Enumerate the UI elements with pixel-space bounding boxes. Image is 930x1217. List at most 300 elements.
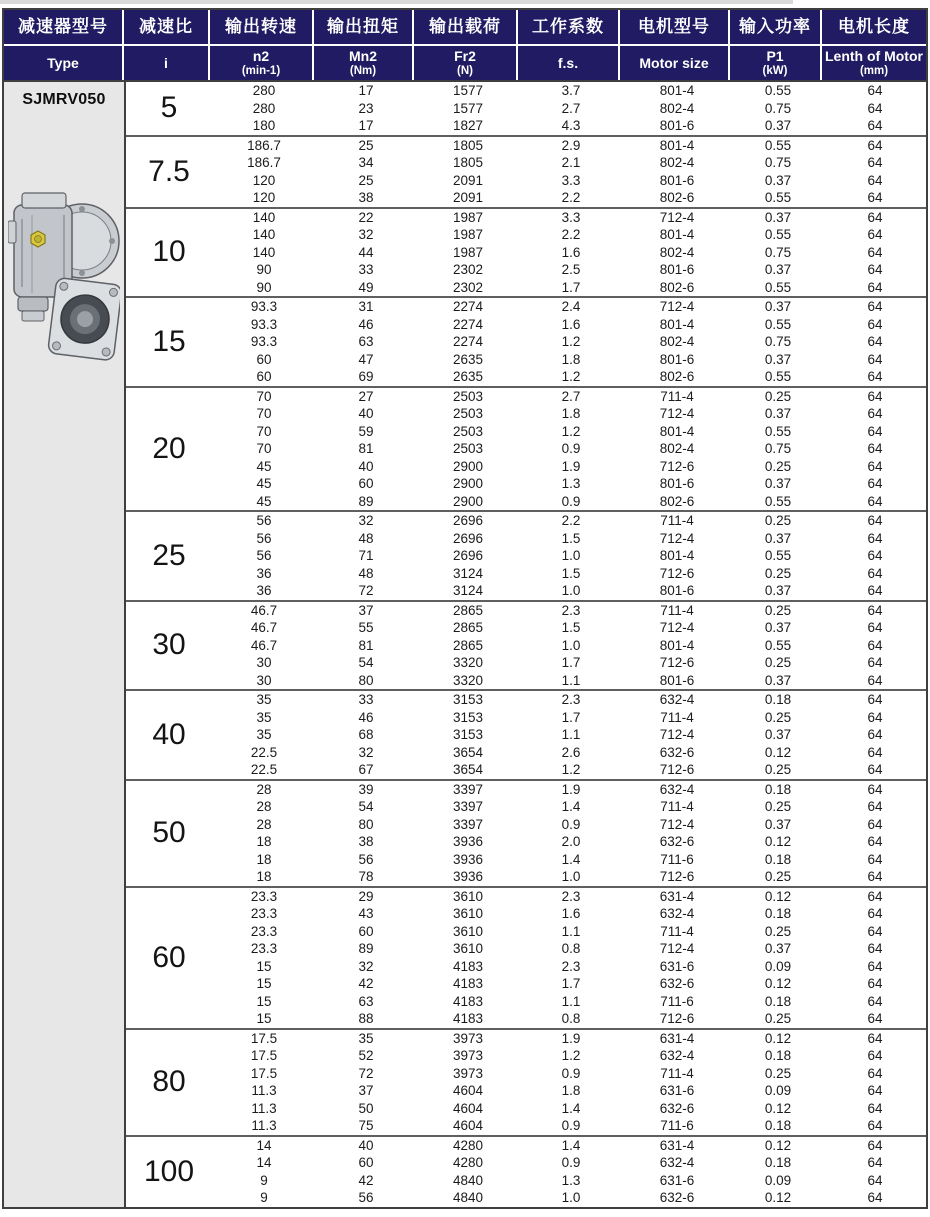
cell-n2: 120 (252, 190, 276, 206)
table-row (212, 958, 926, 976)
ratio-value: 50 (152, 816, 186, 849)
cell-motor-size: 631-6 (659, 1083, 695, 1099)
cell-fr2: 1987 (452, 209, 484, 225)
cell-fr2: 3936 (452, 851, 484, 867)
cell-motor-size: 712-4 (659, 299, 695, 315)
header-en-unit: (N) (457, 64, 473, 77)
cell-mn2: 72 (358, 583, 374, 599)
cell-n2: 90 (256, 262, 272, 278)
cell-motor-length: 64 (867, 530, 883, 546)
group-rows (212, 82, 926, 135)
cell-motor-length: 64 (867, 1172, 883, 1188)
ratio-value: 25 (152, 538, 186, 572)
header-en-unit: (kW) (762, 64, 788, 77)
group-rows (212, 137, 926, 207)
cell-p1: 0.37 (764, 620, 792, 636)
cell-fr2: 3973 (452, 1030, 484, 1046)
cell-n2: 45 (256, 493, 272, 509)
header-zh-6: 工作系数 (518, 10, 620, 46)
table-row (212, 405, 926, 423)
cell-n2: 280 (252, 83, 276, 99)
cell-n2: 28 (256, 816, 272, 832)
cell-fr2: 4280 (452, 1155, 484, 1171)
cell-fs: 0.8 (561, 941, 581, 957)
cell-motor-length: 64 (867, 244, 883, 260)
cell-mn2: 33 (358, 262, 374, 278)
cell-n2: 120 (252, 172, 276, 188)
cell-mn2: 34 (358, 155, 374, 171)
cell-p1: 0.55 (764, 279, 792, 295)
cell-n2: 56 (256, 513, 272, 529)
cell-fr2: 3153 (452, 709, 484, 725)
cell-motor-length: 64 (867, 334, 883, 350)
cell-fr2: 2302 (452, 279, 484, 295)
cell-mn2: 49 (358, 279, 374, 295)
cell-motor-size: 801-4 (659, 227, 695, 243)
cell-p1: 0.18 (764, 692, 792, 708)
cell-motor-size: 632-4 (659, 906, 695, 922)
cell-motor-length: 64 (867, 672, 883, 688)
cell-motor-size: 711-4 (660, 799, 694, 815)
cell-motor-length: 64 (867, 1190, 883, 1206)
cell-fs: 1.4 (561, 799, 581, 815)
cell-motor-length: 64 (867, 1100, 883, 1116)
cell-fs: 1.5 (561, 620, 581, 636)
cell-fr2: 4840 (452, 1172, 484, 1188)
cell-fr2: 3654 (452, 762, 484, 778)
header-en-label: Motor size (639, 54, 709, 71)
cell-motor-length: 64 (867, 1137, 883, 1153)
cell-fr2: 3124 (452, 565, 484, 581)
table-row (212, 458, 926, 476)
cell-motor-length: 64 (867, 709, 883, 725)
table-row (212, 1100, 926, 1118)
header-zh-9: 电机长度 (822, 10, 926, 46)
header-en-2 (124, 46, 210, 80)
cell-mn2: 22 (358, 209, 374, 225)
cell-fs: 0.9 (561, 1118, 581, 1134)
cell-n2: 14 (256, 1137, 272, 1153)
cell-fs: 3.3 (561, 209, 581, 225)
cell-fs: 2.4 (561, 299, 581, 315)
cell-mn2: 48 (358, 530, 374, 546)
cell-fs: 1.2 (561, 1048, 581, 1064)
header-en-label: Fr2 (454, 48, 476, 65)
cell-p1: 0.25 (764, 709, 792, 725)
cell-p1: 0.75 (764, 244, 792, 260)
cell-motor-length: 64 (867, 190, 883, 206)
ratio-value: 10 (152, 235, 186, 269)
cell-fs: 1.2 (561, 334, 581, 350)
cell-fs: 1.1 (561, 923, 581, 939)
cell-p1: 0.37 (764, 583, 792, 599)
cell-motor-size: 712-4 (659, 620, 695, 636)
cell-motor-size: 711-6 (660, 1118, 694, 1134)
group-rows (212, 691, 926, 779)
cell-p1: 0.25 (764, 762, 792, 778)
cell-motor-length: 64 (867, 941, 883, 957)
table-row (212, 1154, 926, 1172)
header-en-label: Mn2 (349, 48, 377, 65)
cell-fr2: 4840 (452, 1190, 484, 1206)
table-row (212, 512, 926, 530)
table-row (212, 637, 926, 655)
cell-motor-size: 801-4 (659, 316, 695, 332)
cell-p1: 0.18 (764, 851, 792, 867)
cell-fr2: 2503 (452, 406, 484, 422)
cell-motor-length: 64 (867, 851, 883, 867)
header-zh-4: 输出扭矩 (314, 10, 414, 46)
cell-n2: 18 (256, 834, 272, 850)
cell-mn2: 48 (358, 565, 374, 581)
cell-p1: 0.55 (764, 190, 792, 206)
ratio-value: 20 (152, 431, 186, 465)
table-row (212, 154, 926, 172)
cell-p1: 0.75 (764, 100, 792, 116)
cell-p1: 0.37 (764, 727, 792, 743)
table-row (212, 833, 926, 851)
table-row (212, 1172, 926, 1190)
cell-motor-length: 64 (867, 513, 883, 529)
cell-motor-size: 801-6 (659, 672, 695, 688)
cell-mn2: 69 (358, 369, 374, 385)
cell-motor-length: 64 (867, 1155, 883, 1171)
cell-fs: 1.0 (561, 869, 581, 885)
cell-p1: 0.37 (764, 816, 792, 832)
cell-n2: 46.7 (250, 637, 278, 653)
cell-mn2: 25 (358, 137, 374, 153)
cell-mn2: 23 (358, 100, 374, 116)
group-rows (212, 602, 926, 690)
cell-fr2: 3973 (452, 1065, 484, 1081)
header-en-1 (4, 46, 124, 80)
cell-p1: 0.75 (764, 155, 792, 171)
cell-motor-size: 712-4 (659, 530, 695, 546)
cell-n2: 93.3 (250, 316, 278, 332)
ratio-group (126, 1137, 926, 1207)
cell-motor-size: 802-4 (659, 334, 695, 350)
cell-n2: 35 (256, 709, 272, 725)
cell-motor-size: 631-4 (659, 888, 695, 904)
header-zh-5: 输出载荷 (414, 10, 518, 46)
cell-fs: 0.9 (561, 1065, 581, 1081)
table-row (212, 1137, 926, 1155)
cell-motor-size: 632-6 (659, 1100, 695, 1116)
ratio-group (126, 298, 926, 388)
cell-fr2: 2503 (452, 441, 484, 457)
table-row (212, 351, 926, 369)
cell-fs: 1.2 (561, 369, 581, 385)
cell-fs: 2.3 (561, 888, 581, 904)
cell-fs: 1.4 (561, 1100, 581, 1116)
cell-fs: 1.3 (561, 1172, 581, 1188)
cell-mn2: 37 (358, 602, 374, 618)
cell-p1: 0.25 (764, 602, 792, 618)
cell-mn2: 29 (358, 888, 374, 904)
cell-motor-length: 64 (867, 172, 883, 188)
cell-fr2: 3973 (452, 1048, 484, 1064)
cell-p1: 0.12 (764, 888, 792, 904)
table-row (212, 654, 926, 672)
table-row (212, 744, 926, 762)
cell-fs: 1.1 (561, 672, 581, 688)
cell-fr2: 1987 (452, 244, 484, 260)
model-label: SJMRV050 (22, 91, 106, 108)
cell-mn2: 68 (358, 727, 374, 743)
cell-motor-length: 64 (867, 1030, 883, 1046)
cell-mn2: 32 (358, 744, 374, 760)
cell-n2: 23.3 (250, 923, 278, 939)
cell-motor-length: 64 (867, 799, 883, 815)
cell-motor-size: 802-6 (659, 279, 695, 295)
table-row (212, 709, 926, 727)
cell-fr2: 3397 (452, 816, 484, 832)
cell-mn2: 60 (358, 923, 374, 939)
cell-p1: 0.37 (764, 351, 792, 367)
cell-motor-length: 64 (867, 762, 883, 778)
cell-motor-length: 64 (867, 155, 883, 171)
table-row (212, 100, 926, 118)
cell-motor-length: 64 (867, 423, 883, 439)
table-row (212, 117, 926, 135)
header-en-unit: (min-1) (241, 64, 281, 77)
cell-mn2: 56 (358, 1190, 374, 1206)
table-row (212, 905, 926, 923)
table-row (212, 1082, 926, 1100)
cell-p1: 0.37 (764, 941, 792, 957)
cell-motor-size: 712-4 (659, 816, 695, 832)
cell-motor-size: 631-4 (659, 1137, 695, 1153)
cell-motor-length: 64 (867, 1011, 883, 1027)
table-row (212, 172, 926, 190)
cell-p1: 0.75 (764, 334, 792, 350)
cell-motor-length: 64 (867, 692, 883, 708)
cell-mn2: 47 (358, 351, 374, 367)
cell-p1: 0.12 (764, 1190, 792, 1206)
cell-p1: 0.55 (764, 227, 792, 243)
cell-fs: 1.7 (561, 709, 581, 725)
cell-fs: 1.7 (561, 976, 581, 992)
cell-fs: 4.3 (561, 118, 581, 134)
cell-n2: 90 (256, 279, 272, 295)
cell-mn2: 17 (358, 83, 374, 99)
cell-fr2: 3610 (452, 941, 484, 957)
cell-n2: 35 (256, 727, 272, 743)
header-en-7 (620, 46, 730, 80)
cell-p1: 0.37 (764, 406, 792, 422)
header-zh-1: 减速器型号 (4, 10, 124, 46)
cell-p1: 0.75 (764, 441, 792, 457)
cell-motor-length: 64 (867, 602, 883, 618)
table-row (212, 244, 926, 262)
cell-fs: 2.2 (561, 227, 581, 243)
cell-fr2: 2091 (452, 172, 484, 188)
cell-fs: 2.3 (561, 692, 581, 708)
cell-motor-size: 632-6 (659, 1190, 695, 1206)
cell-p1: 0.18 (764, 993, 792, 1009)
cell-motor-size: 632-4 (659, 1155, 695, 1171)
cell-mn2: 40 (358, 1137, 374, 1153)
cell-motor-size: 801-4 (659, 423, 695, 439)
cell-n2: 46.7 (250, 602, 278, 618)
cell-fr2: 3124 (452, 583, 484, 599)
table-row (212, 423, 926, 441)
table-row (212, 888, 926, 906)
cell-fs: 1.9 (561, 458, 581, 474)
cell-n2: 93.3 (250, 334, 278, 350)
cell-mn2: 27 (358, 388, 374, 404)
cell-fs: 2.2 (561, 513, 581, 529)
header-zh-2: 减速比 (124, 10, 210, 46)
cell-mn2: 71 (358, 548, 374, 564)
ratio-value: 80 (152, 1065, 186, 1098)
cell-p1: 0.18 (764, 906, 792, 922)
cell-mn2: 75 (358, 1118, 374, 1134)
cell-fs: 1.0 (561, 548, 581, 564)
header-en-9 (822, 46, 926, 80)
cell-motor-size: 632-6 (659, 834, 695, 850)
cell-fs: 2.2 (561, 190, 581, 206)
cell-fs: 2.6 (561, 744, 581, 760)
cell-motor-size: 801-6 (659, 583, 695, 599)
cell-fr2: 2274 (452, 299, 484, 315)
cell-p1: 0.55 (764, 493, 792, 509)
cell-fs: 2.0 (561, 834, 581, 850)
cell-n2: 93.3 (250, 299, 278, 315)
cell-mn2: 54 (358, 799, 374, 815)
cell-fs: 2.3 (561, 602, 581, 618)
cell-n2: 9 (260, 1190, 268, 1206)
ratio-value: 60 (152, 940, 186, 974)
cell-p1: 0.37 (764, 209, 792, 225)
table-row (212, 226, 926, 244)
cell-p1: 0.12 (764, 834, 792, 850)
cell-p1: 0.12 (764, 976, 792, 992)
cell-motor-size: 631-6 (659, 1172, 695, 1188)
cell-mn2: 88 (358, 1011, 374, 1027)
cell-motor-size: 801-6 (659, 262, 695, 278)
cell-n2: 9 (260, 1172, 268, 1188)
cell-fs: 0.9 (561, 493, 581, 509)
ratio-value: 30 (152, 628, 186, 662)
cell-motor-size: 711-4 (660, 513, 694, 529)
cell-motor-size: 712-6 (659, 655, 695, 671)
cell-motor-length: 64 (867, 493, 883, 509)
cell-fs: 1.6 (561, 244, 581, 260)
cell-p1: 0.12 (764, 1100, 792, 1116)
table-row (212, 530, 926, 548)
cell-n2: 140 (252, 209, 276, 225)
cell-motor-length: 64 (867, 583, 883, 599)
cell-mn2: 46 (358, 709, 374, 725)
cell-motor-length: 64 (867, 923, 883, 939)
table-row (212, 493, 926, 511)
cell-mn2: 25 (358, 172, 374, 188)
cell-fs: 1.0 (561, 637, 581, 653)
cell-fs: 2.5 (561, 262, 581, 278)
header-en-6 (518, 46, 620, 80)
cell-p1: 0.37 (764, 172, 792, 188)
table-row (212, 388, 926, 406)
group-rows (212, 781, 926, 886)
cell-motor-length: 64 (867, 137, 883, 153)
cell-p1: 0.37 (764, 262, 792, 278)
cell-fr2: 3936 (452, 834, 484, 850)
cell-fs: 1.7 (561, 279, 581, 295)
table-row (212, 798, 926, 816)
cell-motor-size: 712-6 (659, 869, 695, 885)
cell-mn2: 63 (358, 993, 374, 1009)
cell-fr2: 3397 (452, 781, 484, 797)
table-row (212, 316, 926, 334)
cell-p1: 0.37 (764, 476, 792, 492)
cell-n2: 70 (256, 406, 272, 422)
group-rows (212, 298, 926, 386)
cell-n2: 18 (256, 851, 272, 867)
cell-mn2: 39 (358, 781, 374, 797)
cell-mn2: 32 (358, 958, 374, 974)
cell-p1: 0.37 (764, 530, 792, 546)
cell-motor-size: 711-4 (660, 709, 694, 725)
group-rows (212, 388, 926, 511)
table-row (212, 975, 926, 993)
cell-p1: 0.37 (764, 118, 792, 134)
cell-mn2: 67 (358, 762, 374, 778)
cell-n2: 15 (256, 976, 272, 992)
cell-fr2: 2900 (452, 476, 484, 492)
table-row (212, 189, 926, 207)
cell-p1: 0.09 (764, 958, 792, 974)
cell-fr2: 1577 (452, 83, 484, 99)
type-column (4, 82, 126, 1207)
cell-n2: 15 (256, 993, 272, 1009)
cell-n2: 11.3 (251, 1100, 277, 1116)
table-row (212, 1030, 926, 1048)
cell-p1: 0.55 (764, 83, 792, 99)
header-en-label: Lenth of Motor (825, 48, 923, 65)
cell-fs: 1.6 (561, 906, 581, 922)
cell-fr2: 2696 (452, 530, 484, 546)
cell-mn2: 55 (358, 620, 374, 636)
cell-fs: 1.9 (561, 781, 581, 797)
cell-mn2: 38 (358, 190, 374, 206)
cell-mn2: 46 (358, 316, 374, 332)
cell-n2: 22.5 (250, 762, 278, 778)
cell-mn2: 40 (358, 406, 374, 422)
cell-motor-size: 802-4 (659, 100, 695, 116)
cell-p1: 0.25 (764, 799, 792, 815)
cell-p1: 0.18 (764, 781, 792, 797)
cell-n2: 14 (256, 1155, 272, 1171)
cell-motor-size: 712-4 (659, 727, 695, 743)
cell-mn2: 80 (358, 672, 374, 688)
cell-motor-length: 64 (867, 458, 883, 474)
cell-fs: 1.7 (561, 655, 581, 671)
cell-n2: 36 (256, 565, 272, 581)
table-row (212, 1117, 926, 1135)
cell-motor-size: 632-4 (659, 692, 695, 708)
cell-p1: 0.37 (764, 299, 792, 315)
table-row (212, 691, 926, 709)
cell-n2: 70 (256, 423, 272, 439)
table-row (212, 619, 926, 637)
cell-fs: 3.7 (561, 83, 581, 99)
cell-fs: 1.8 (561, 351, 581, 367)
cell-motor-length: 64 (867, 744, 883, 760)
cell-p1: 0.18 (764, 1048, 792, 1064)
table-row (212, 868, 926, 886)
cell-fr2: 4183 (452, 993, 484, 1009)
